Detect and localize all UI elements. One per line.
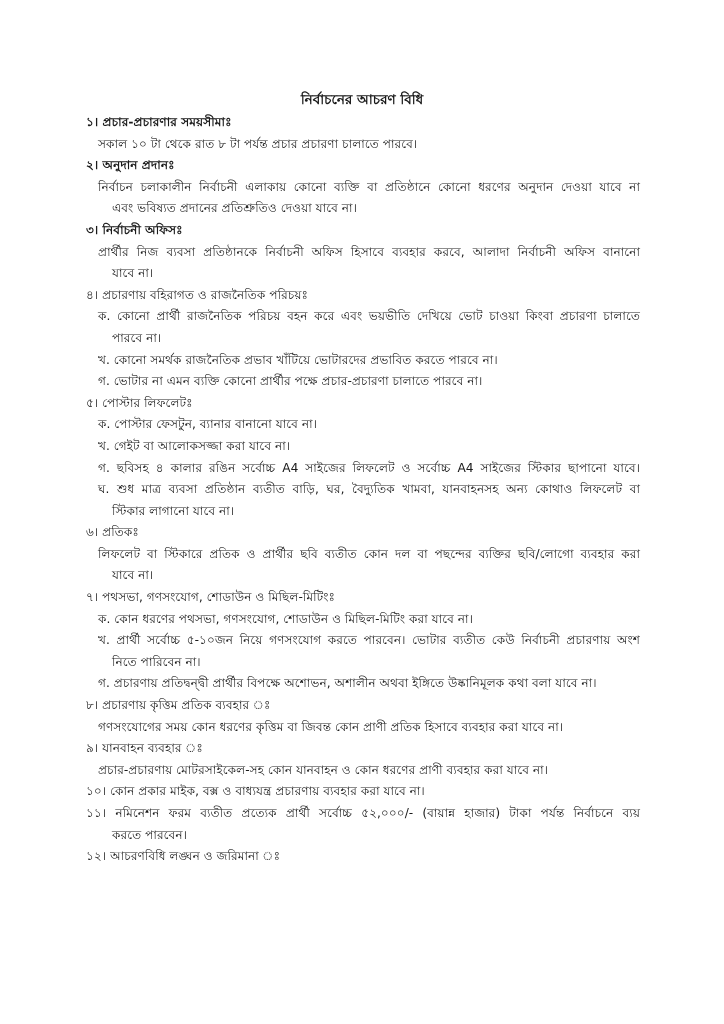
section-paragraph: খ. প্রার্থী সর্বোচ্চ ৫-১০জন নিয়ে গণসংযোগ করতে পারবেন। ভোটার ব্যতীত কেউ নির্বাচনী প্রচারণায় অংশ bbox=[98, 633, 640, 648]
paragraph-continuation: স্টিকার লাগানো যাবে না। bbox=[112, 503, 235, 518]
paragraph-continuation: যাবে না। bbox=[112, 266, 154, 281]
section-paragraph: ঘ. শুধ মাত্র ব্যবসা প্রতিষ্ঠান ব্যতীত বাড়ি, ঘর, বৈদ্যুতিক খামবা, যানবাহনসহ অন্য কোথাও লিফলেট বা bbox=[98, 482, 640, 497]
section-heading: ৫। পোস্টার লিফলেটঃ bbox=[86, 395, 193, 410]
section-heading: ১০। কোন প্রকার মাইক, বক্স ও বাধ্যযন্ত্র প্রচারণায় ব্যবহার করা যাবে না। bbox=[86, 784, 425, 799]
section-paragraph: গ. ছবিসহ ৪ কালার রঙিন সর্বোচ্চ A4 সাইজের লিফলেট ও সর্বোচ্চ A4 সাইজের স্টিকার ছাপানো যাবে। bbox=[98, 460, 640, 475]
section-heading: ৩। নির্বাচনী অফিসঃ bbox=[86, 222, 183, 237]
section-paragraph: প্রার্থীর নিজ ব্যবসা প্রতিষ্ঠানকে নির্বাচনী অফিস হিসাবে ব্যবহার করবে, আলাদা নির্বাচনী অফিস বানানো bbox=[98, 244, 640, 259]
section-paragraph: লিফলেট বা স্টিকারে প্রতিক ও প্রার্থীর ছবি ব্যতীত কোন দল বা পছন্দের ব্যক্তির ছবি/লোগো ব্যবহার করা bbox=[98, 546, 640, 561]
paragraph-continuation: এবং ভবিষ্যত প্রদানের প্রতিশ্রুতিও দেওয়া যাবে না। bbox=[112, 201, 357, 216]
section-paragraph: খ. কোনো সমর্থক রাজনৈতিক প্রভাব খাঁটিয়ে ভোটারদের প্রভাবিত করতে পারবে না। bbox=[98, 352, 498, 367]
section-paragraph: খ. গেইট বা আলোকসজ্জা করা যাবে না। bbox=[98, 438, 291, 453]
section-paragraph: গ. ভোটার না এমন ব্যক্তি কোনো প্রার্থীর পক্ষে প্রচার-প্রচারণা চালাতে পারবে না। bbox=[98, 374, 483, 389]
section-heading: ১। প্রচার-প্রচারণার সময়সীমাঃ bbox=[86, 115, 232, 129]
document-body bbox=[86, 112, 640, 868]
section-paragraph: ক. পোস্টার ফেসটুন, ব্যানার বানানো যাবে না। bbox=[98, 417, 317, 432]
section-paragraph: ক. কোন ধরণের পথসভা, গণসংযোগ, শোডাউন ও মিছিল-মিটিং করা যাবে না। bbox=[98, 611, 473, 626]
section-heading: ৬। প্রতিকঃ bbox=[86, 525, 139, 540]
paragraph-continuation: নিতে পারিবেন না। bbox=[112, 654, 201, 669]
paragraph-continuation: যাবে না। bbox=[112, 568, 154, 583]
paragraph-continuation: করতে পারবেন। bbox=[112, 827, 187, 842]
section-heading: ১১। নমিনেশন ফরম ব্যতীত প্রত্যেক প্রার্থী সর্বোচ্চ ৫২,০০০/- (বায়ান্ন হাজার) টাকা পর্যন্ত নির্বাচনে ব্যয় bbox=[86, 806, 640, 820]
section-paragraph: সকাল ১০ টা থেকে রাত ৮ টা পর্যন্ত প্রচার প্রচারণা চালাতে পারবে। bbox=[98, 136, 418, 151]
section-heading: ৭। পথসভা, গণসংযোগ, শোডাউন ও মিছিল-মিটিংঃ bbox=[86, 590, 335, 605]
paragraph-continuation: পারবে না। bbox=[112, 330, 162, 345]
section-heading: ২। অনুদান প্রদানঃ bbox=[86, 158, 175, 173]
section-heading: ৮। প্রচারণায় কৃত্তিম প্রতিক ব্যবহার ঃ bbox=[86, 698, 271, 713]
section-paragraph: নির্বাচন চলাকালীন নির্বাচনী এলাকায় কোনো ব্যক্তি বা প্রতিষ্ঠানে কোনো ধরণের অনুদান দেওয়া যাবে না bbox=[98, 179, 640, 194]
section-paragraph: গণসংযোগের সময় কোন ধরণের কৃত্তিম বা জিবন্ত কোন প্রাণী প্রতিক হিসাবে ব্যবহার করা যাবে না। bbox=[98, 719, 564, 734]
section-heading: ৪। প্রচারণায় বহিরাগত ও রাজনৈতিক পরিচয়ঃ bbox=[86, 287, 309, 302]
section-heading: ৯। যানবাহন ব্যবহার ঃ bbox=[86, 741, 203, 756]
section-paragraph: গ. প্রচারণায় প্রতিদ্বন্দ্বী প্রার্থীর বিপক্ষে অশোভন, অশালীন অথবা ইঙ্গিতে উষ্কানিমূলক কথা বলা যাবে না। bbox=[98, 676, 597, 691]
section-heading: ১২। আচরণবিধি লঙ্ঘন ও জরিমানা ঃ bbox=[86, 849, 281, 864]
document-title: নির্বাচনের আচরণ বিধি bbox=[300, 92, 424, 108]
section-paragraph: ক. কোনো প্রার্থী রাজনৈতিক পরিচয় বহন করে এবং ভয়ভীতি দেখিয়ে ভোট চাওয়া কিংবা প্রচারণা চালাতে bbox=[98, 309, 640, 324]
section-paragraph: প্রচার-প্রচারণায় মোটরসাইকেল-সহ কোন যানবাহন ও কোন ধরণের প্রাণী ব্যবহার করা যাবে না। bbox=[98, 762, 549, 777]
